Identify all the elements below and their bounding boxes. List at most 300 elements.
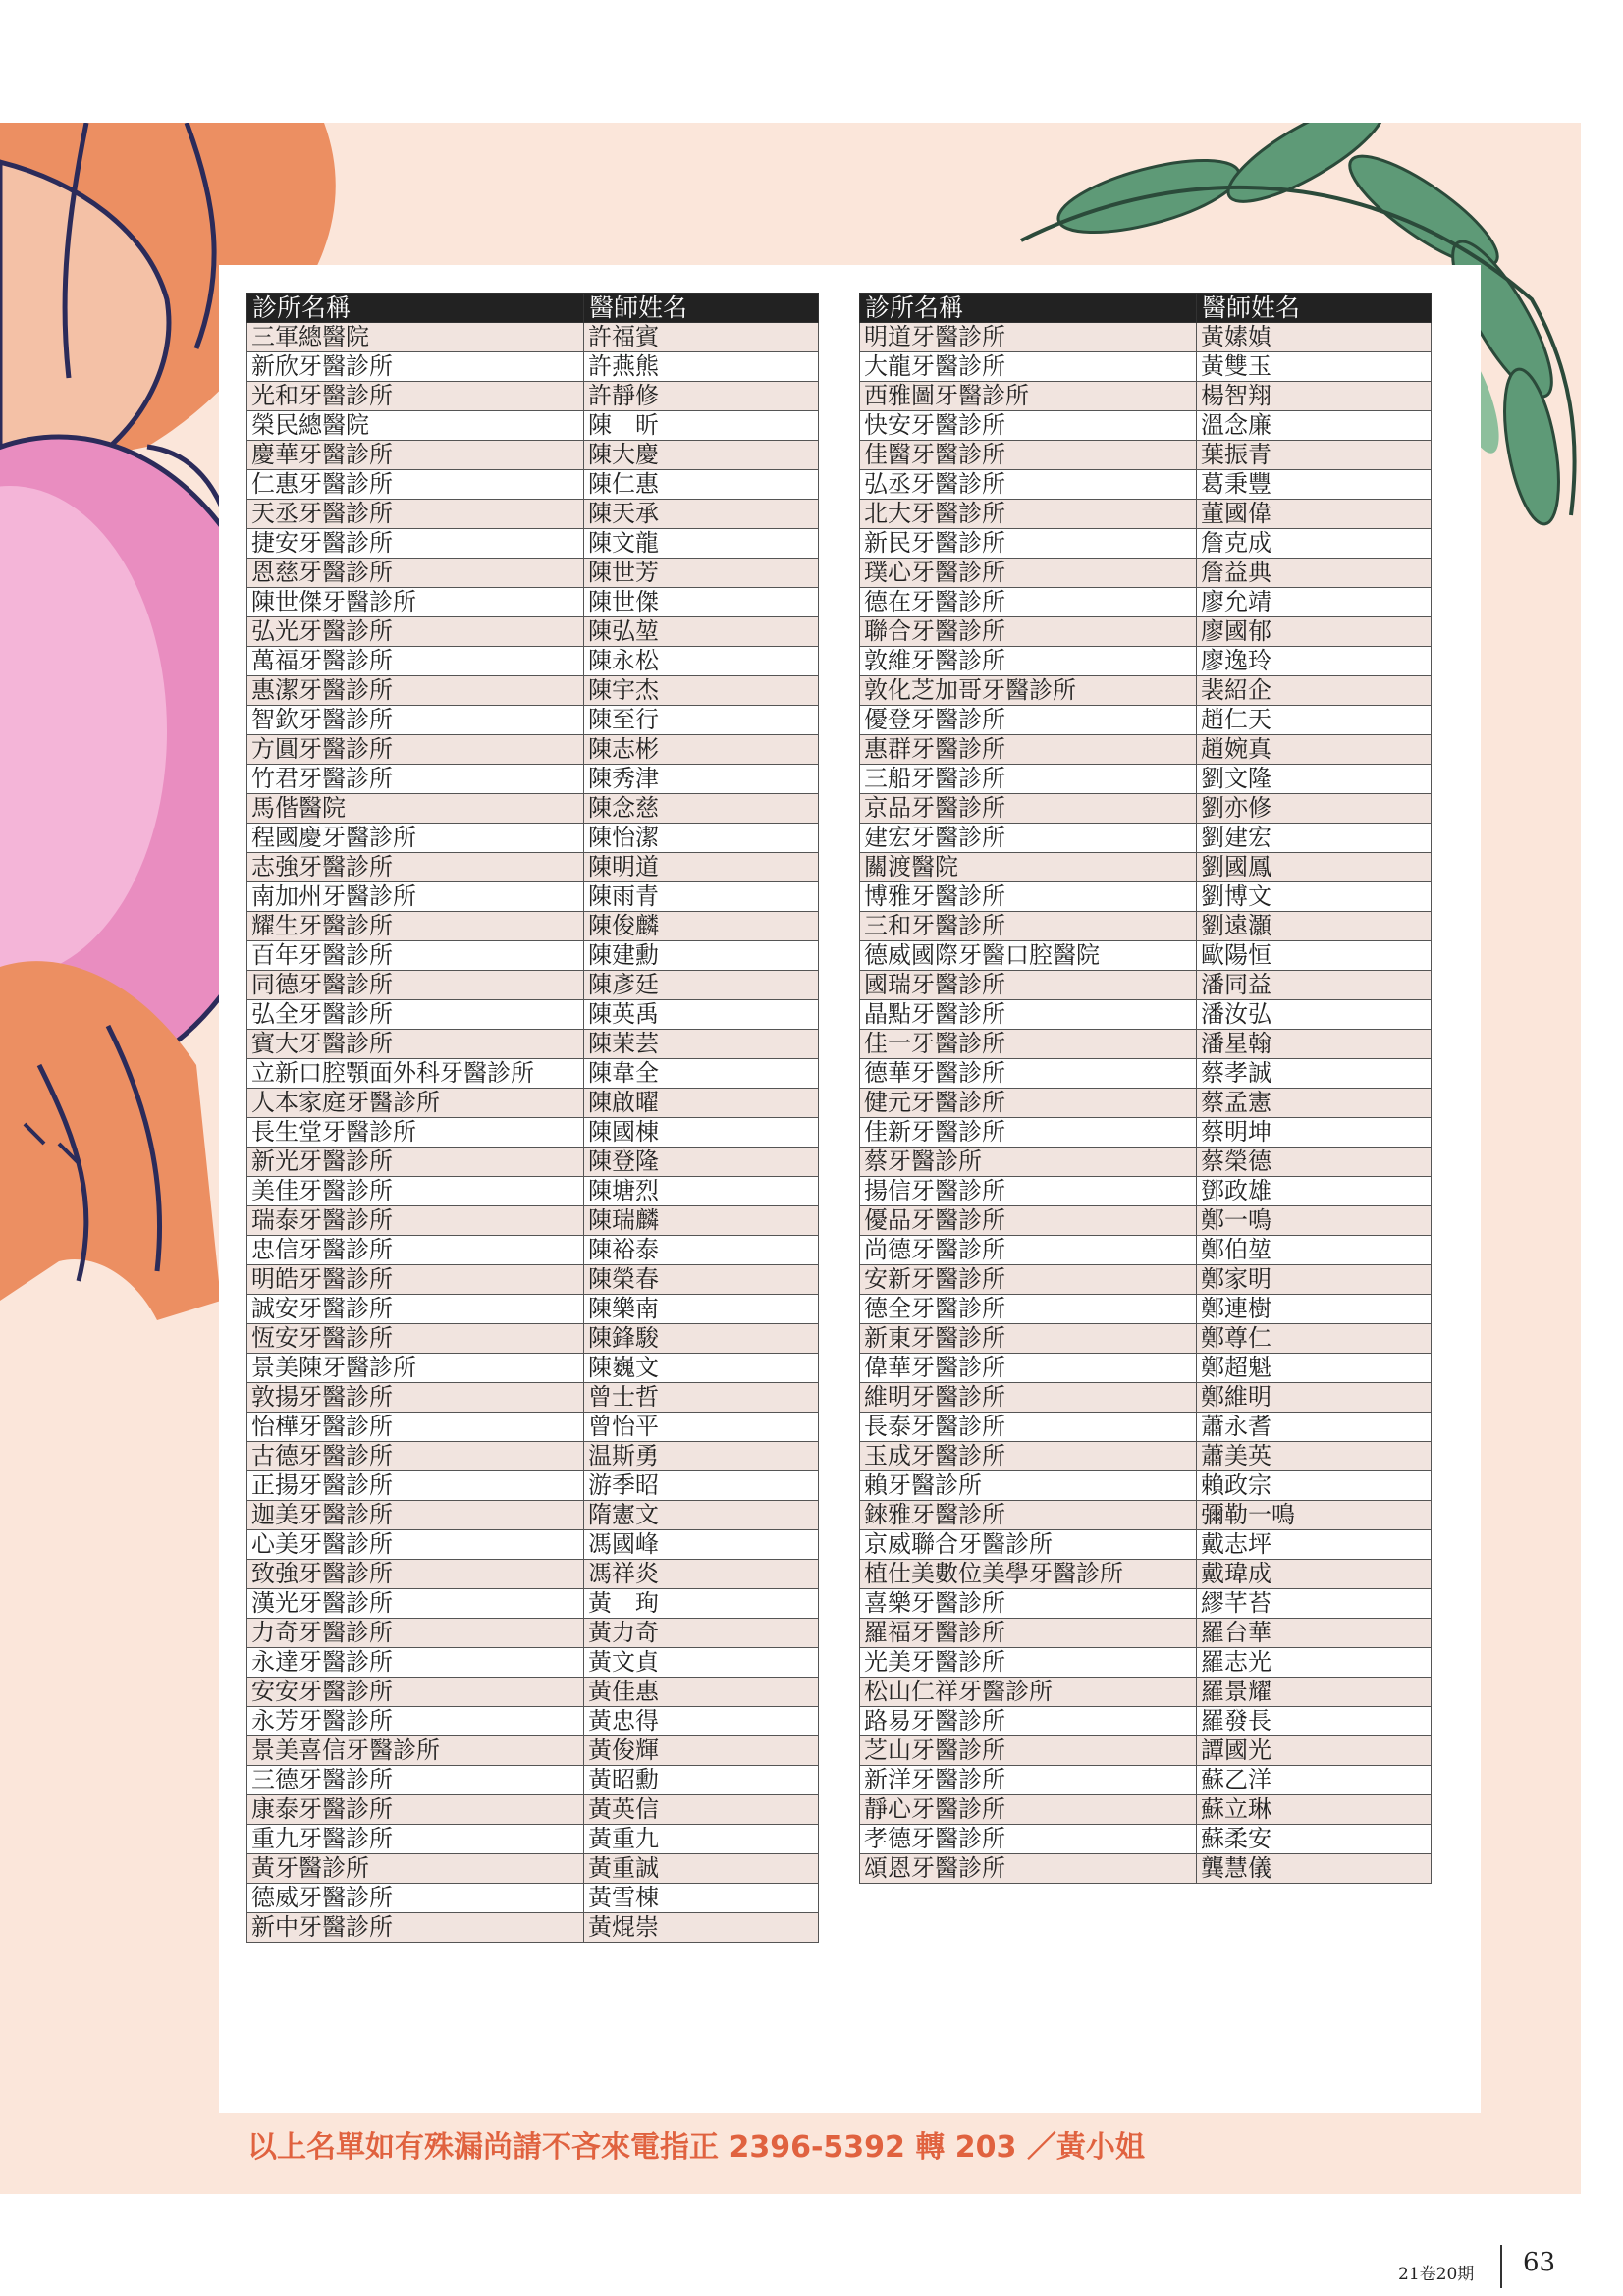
clinic-name-cell: 松山仁祥牙醫診所 <box>860 1678 1197 1707</box>
table-row <box>247 941 819 971</box>
table-row <box>860 765 1432 794</box>
table-body <box>247 323 819 1943</box>
table-row <box>860 676 1432 706</box>
clinic-name-cell: 長生堂牙醫診所 <box>247 1118 584 1148</box>
table-row <box>860 1354 1432 1383</box>
doctor-name-cell: 黃重誠 <box>584 1854 819 1884</box>
table-row <box>247 559 819 588</box>
clinic-name-cell: 西雅圖牙醫診所 <box>860 382 1197 411</box>
table-row <box>860 411 1432 441</box>
doctor-name-cell: 楊智翔 <box>1197 382 1432 411</box>
table-row <box>860 1530 1432 1560</box>
clinic-name-cell: 景美陳牙醫診所 <box>247 1354 584 1383</box>
doctor-name-cell: 陳 昕 <box>584 411 819 441</box>
table-row <box>247 1589 819 1619</box>
clinic-name-cell: 迦美牙醫診所 <box>247 1501 584 1530</box>
table-row <box>247 882 819 912</box>
clinic-name-cell: 新光牙醫診所 <box>247 1148 584 1177</box>
clinic-name-cell: 德華牙醫診所 <box>860 1059 1197 1089</box>
clinic-name-cell: 德全牙醫診所 <box>860 1295 1197 1324</box>
clinic-name-cell: 怡樺牙醫診所 <box>247 1413 584 1442</box>
doctor-name-cell: 黃英信 <box>584 1795 819 1825</box>
doctor-name-cell: 詹克成 <box>1197 529 1432 559</box>
doctor-name-cell: 黃雪棟 <box>584 1884 819 1913</box>
doctor-name-cell: 黃忠得 <box>584 1707 819 1736</box>
doctor-name-cell: 陳秀津 <box>584 765 819 794</box>
doctor-name-cell: 陳大慶 <box>584 441 819 470</box>
clinic-name-cell: 維明牙醫診所 <box>860 1383 1197 1413</box>
doctor-name-cell: 葛秉豐 <box>1197 470 1432 500</box>
doctor-name-cell: 蕭美英 <box>1197 1442 1432 1471</box>
doctor-name-cell: 劉國鳳 <box>1197 853 1432 882</box>
clinic-name-cell: 光和牙醫診所 <box>247 382 584 411</box>
clinic-name-cell: 弘光牙醫診所 <box>247 617 584 647</box>
doctor-name-cell: 陳宇杰 <box>584 676 819 706</box>
clinic-name-cell: 植仕美數位美學牙醫診所 <box>860 1560 1197 1589</box>
table-row <box>247 706 819 735</box>
clinic-name-cell: 天丞牙醫診所 <box>247 500 584 529</box>
doctor-name-cell: 陳榮春 <box>584 1265 819 1295</box>
table-row <box>860 1589 1432 1619</box>
clinic-name-cell: 優登牙醫診所 <box>860 706 1197 735</box>
clinic-name-cell: 建宏牙醫診所 <box>860 824 1197 853</box>
table-row <box>247 1560 819 1589</box>
clinic-name-cell: 方圓牙醫診所 <box>247 735 584 765</box>
doctor-name-cell: 董國偉 <box>1197 500 1432 529</box>
table-row <box>860 500 1432 529</box>
clinic-name-cell: 黃牙醫診所 <box>247 1854 584 1884</box>
doctor-name-cell: 廖逸玲 <box>1197 647 1432 676</box>
table-row <box>860 706 1432 735</box>
clinic-name-cell: 路易牙醫診所 <box>860 1707 1197 1736</box>
table-header-row <box>247 294 819 323</box>
table-row <box>860 1501 1432 1530</box>
doctor-name-cell: 趙婉真 <box>1197 735 1432 765</box>
clinic-name-cell: 光美牙醫診所 <box>860 1648 1197 1678</box>
table-row <box>247 588 819 617</box>
doctor-name-cell: 黃俊輝 <box>584 1736 819 1766</box>
doctor-name-cell: 陳啟曜 <box>584 1089 819 1118</box>
doctor-name-cell: 譚國光 <box>1197 1736 1432 1766</box>
clinic-name-cell: 惠群牙醫診所 <box>860 735 1197 765</box>
table-row <box>860 1206 1432 1236</box>
clinic-name-cell: 玉成牙醫診所 <box>860 1442 1197 1471</box>
table-row <box>247 470 819 500</box>
table-row <box>860 1678 1432 1707</box>
clinic-name-cell: 揚信牙醫診所 <box>860 1177 1197 1206</box>
doctor-name-cell: 潘星翰 <box>1197 1030 1432 1059</box>
table-row <box>860 1236 1432 1265</box>
clinic-table-left <box>246 293 819 1943</box>
table-row <box>247 1530 819 1560</box>
doctor-name-cell: 蘇柔安 <box>1197 1825 1432 1854</box>
table-row <box>860 1619 1432 1648</box>
clinic-name-cell: 北大牙醫診所 <box>860 500 1197 529</box>
doctor-name-cell: 陳俊麟 <box>584 912 819 941</box>
table-header-row <box>860 294 1432 323</box>
clinic-name-cell: 賴牙醫診所 <box>860 1471 1197 1501</box>
doctor-name-cell: 陳至行 <box>584 706 819 735</box>
clinic-name-cell: 恆安牙醫診所 <box>247 1324 584 1354</box>
clinic-name-cell: 竹君牙醫診所 <box>247 765 584 794</box>
clinic-name-cell: 捷安牙醫診所 <box>247 529 584 559</box>
table-row <box>860 382 1432 411</box>
doctor-name-cell: 陳登隆 <box>584 1148 819 1177</box>
table-row <box>247 500 819 529</box>
table-row <box>247 1648 819 1678</box>
table-row <box>860 470 1432 500</box>
table-row <box>860 1089 1432 1118</box>
doctor-name-cell: 蔡孟憲 <box>1197 1089 1432 1118</box>
clinic-name-cell: 京品牙醫診所 <box>860 794 1197 824</box>
clinic-name-cell: 馬偕醫院 <box>247 794 584 824</box>
clinic-name-cell: 敦維牙醫診所 <box>860 647 1197 676</box>
table-row <box>860 853 1432 882</box>
doctor-name-cell: 劉遠灝 <box>1197 912 1432 941</box>
doctor-name-cell: 陳韋全 <box>584 1059 819 1089</box>
table-row <box>860 1442 1432 1471</box>
doctor-name-cell: 許靜修 <box>584 382 819 411</box>
table-row <box>247 617 819 647</box>
clinic-name-cell: 偉華牙醫診所 <box>860 1354 1197 1383</box>
doctor-name-cell: 劉建宏 <box>1197 824 1432 853</box>
table-row <box>247 1884 819 1913</box>
clinic-name-cell: 國瑞牙醫診所 <box>860 971 1197 1000</box>
table-row <box>247 1030 819 1059</box>
clinic-name-cell: 仁惠牙醫診所 <box>247 470 584 500</box>
header-doctor-name: 醫師姓名 <box>1197 294 1432 323</box>
doctor-name-cell: 陳塘烈 <box>584 1177 819 1206</box>
doctor-name-cell: 陳仁惠 <box>584 470 819 500</box>
table-row <box>247 765 819 794</box>
doctor-name-cell: 陳志彬 <box>584 735 819 765</box>
clinic-name-cell: 佳新牙醫診所 <box>860 1118 1197 1148</box>
table-row <box>860 882 1432 912</box>
table-row <box>247 1295 819 1324</box>
doctor-name-cell: 廖國郁 <box>1197 617 1432 647</box>
table-row <box>860 1825 1432 1854</box>
table-row <box>247 912 819 941</box>
table-row <box>247 1059 819 1089</box>
doctor-name-cell: 陳世芳 <box>584 559 819 588</box>
table-row <box>860 323 1432 352</box>
table-row <box>247 1678 819 1707</box>
clinic-name-cell: 忠信牙醫診所 <box>247 1236 584 1265</box>
doctor-name-cell: 曾士哲 <box>584 1383 819 1413</box>
clinic-name-cell: 新東牙醫診所 <box>860 1324 1197 1354</box>
table-row <box>860 824 1432 853</box>
doctor-name-cell: 黃重九 <box>584 1825 819 1854</box>
doctor-name-cell: 鄭超魁 <box>1197 1354 1432 1383</box>
doctor-name-cell: 廖允靖 <box>1197 588 1432 617</box>
clinic-name-cell: 佳一牙醫診所 <box>860 1030 1197 1059</box>
clinic-name-cell: 南加州牙醫診所 <box>247 882 584 912</box>
table-row <box>860 1560 1432 1589</box>
table-row <box>247 382 819 411</box>
doctor-name-cell: 詹益典 <box>1197 559 1432 588</box>
table-row <box>247 1413 819 1442</box>
table-row <box>247 1148 819 1177</box>
doctor-name-cell: 陳天承 <box>584 500 819 529</box>
doctor-name-cell: 黃雙玉 <box>1197 352 1432 382</box>
table-row <box>247 1177 819 1206</box>
doctor-name-cell: 彌勒一鳴 <box>1197 1501 1432 1530</box>
table-row <box>247 529 819 559</box>
doctor-name-cell: 潘同益 <box>1197 971 1432 1000</box>
table-row <box>860 1383 1432 1413</box>
table-row <box>247 971 819 1000</box>
table-row <box>247 794 819 824</box>
doctor-name-cell: 温斯勇 <box>584 1442 819 1471</box>
clinic-name-cell: 喜樂牙醫診所 <box>860 1589 1197 1619</box>
doctor-name-cell: 鄭連樹 <box>1197 1295 1432 1324</box>
clinic-name-cell: 弘丞牙醫診所 <box>860 470 1197 500</box>
clinic-name-cell: 百年牙醫診所 <box>247 941 584 971</box>
page-number: 63 <box>1523 2248 1556 2277</box>
table-row <box>247 323 819 352</box>
table-row <box>247 1795 819 1825</box>
clinic-name-cell: 健元牙醫診所 <box>860 1089 1197 1118</box>
clinic-name-cell: 晶點牙醫診所 <box>860 1000 1197 1030</box>
table-row <box>247 735 819 765</box>
table-row <box>247 1236 819 1265</box>
clinic-name-cell: 三和牙醫診所 <box>860 912 1197 941</box>
table-row <box>247 1619 819 1648</box>
table-row <box>860 1795 1432 1825</box>
clinic-name-cell: 永芳牙醫診所 <box>247 1707 584 1736</box>
table-row <box>247 1324 819 1354</box>
table-row <box>860 647 1432 676</box>
doctor-name-cell: 陳弘堃 <box>584 617 819 647</box>
header-clinic-name: 診所名稱 <box>860 294 1197 323</box>
doctor-name-cell: 馮國峰 <box>584 1530 819 1560</box>
doctor-name-cell: 隋憲文 <box>584 1501 819 1530</box>
table-row <box>860 588 1432 617</box>
clinic-name-cell: 陳世傑牙醫診所 <box>247 588 584 617</box>
clinic-name-cell: 漢光牙醫診所 <box>247 1589 584 1619</box>
table-body <box>860 323 1432 1884</box>
table-row <box>860 1736 1432 1766</box>
clinic-name-cell: 人本家庭牙醫診所 <box>247 1089 584 1118</box>
clinic-name-cell: 重九牙醫診所 <box>247 1825 584 1854</box>
clinic-name-cell: 三船牙醫診所 <box>860 765 1197 794</box>
clinic-name-cell: 頌恩牙醫診所 <box>860 1854 1197 1884</box>
doctor-name-cell: 曾怡平 <box>584 1413 819 1442</box>
clinic-name-cell: 新欣牙醫診所 <box>247 352 584 382</box>
doctor-name-cell: 蔡榮德 <box>1197 1148 1432 1177</box>
clinic-name-cell: 誠安牙醫診所 <box>247 1295 584 1324</box>
clinic-name-cell: 新民牙醫診所 <box>860 529 1197 559</box>
clinic-name-cell: 敦化芝加哥牙醫診所 <box>860 676 1197 706</box>
doctor-name-cell: 戴志坪 <box>1197 1530 1432 1560</box>
doctor-name-cell: 羅台華 <box>1197 1619 1432 1648</box>
table-row <box>247 1000 819 1030</box>
clinic-name-cell: 京威聯合牙醫診所 <box>860 1530 1197 1560</box>
clinic-name-cell: 力奇牙醫診所 <box>247 1619 584 1648</box>
clinic-name-cell: 永達牙醫診所 <box>247 1648 584 1678</box>
doctor-name-cell: 劉博文 <box>1197 882 1432 912</box>
clinic-name-cell: 景美喜信牙醫診所 <box>247 1736 584 1766</box>
doctor-name-cell: 陳怡潔 <box>584 824 819 853</box>
table-row <box>860 1295 1432 1324</box>
doctor-name-cell: 羅發長 <box>1197 1707 1432 1736</box>
table-row <box>860 1648 1432 1678</box>
table-row <box>860 794 1432 824</box>
table-row <box>247 853 819 882</box>
doctor-name-cell: 蘇立琳 <box>1197 1795 1432 1825</box>
table-row <box>247 1501 819 1530</box>
clinic-name-cell: 三德牙醫診所 <box>247 1766 584 1795</box>
doctor-name-cell: 龔慧儀 <box>1197 1854 1432 1884</box>
doctor-name-cell: 陳樂南 <box>584 1295 819 1324</box>
clinic-name-cell: 志強牙醫診所 <box>247 853 584 882</box>
clinic-table-right <box>859 293 1432 1884</box>
clinic-name-cell: 瑞泰牙醫診所 <box>247 1206 584 1236</box>
clinic-name-cell: 優品牙醫診所 <box>860 1206 1197 1236</box>
doctor-name-cell: 蔡孝誠 <box>1197 1059 1432 1089</box>
doctor-name-cell: 葉振青 <box>1197 441 1432 470</box>
table-row <box>860 1000 1432 1030</box>
clinic-name-cell: 敦揚牙醫診所 <box>247 1383 584 1413</box>
doctor-name-cell: 陳國棟 <box>584 1118 819 1148</box>
table-row <box>860 352 1432 382</box>
clinic-name-cell: 三軍總醫院 <box>247 323 584 352</box>
doctor-name-cell: 鄧政雄 <box>1197 1177 1432 1206</box>
table-row <box>247 1736 819 1766</box>
doctor-name-cell: 陳文龍 <box>584 529 819 559</box>
clinic-name-cell: 賓大牙醫診所 <box>247 1030 584 1059</box>
table-row <box>860 1265 1432 1295</box>
table-row <box>860 1059 1432 1089</box>
table-row <box>247 352 819 382</box>
clinic-name-cell: 德威國際牙醫口腔醫院 <box>860 941 1197 971</box>
clinic-name-cell: 耀生牙醫診所 <box>247 912 584 941</box>
clinic-name-cell: 大龍牙醫診所 <box>860 352 1197 382</box>
doctor-name-cell: 陳永松 <box>584 647 819 676</box>
table-row <box>860 1471 1432 1501</box>
doctor-name-cell: 羅志光 <box>1197 1648 1432 1678</box>
clinic-name-cell: 正揚牙醫診所 <box>247 1471 584 1501</box>
doctor-name-cell: 裴紹企 <box>1197 676 1432 706</box>
table-row <box>247 1471 819 1501</box>
table-row <box>860 941 1432 971</box>
clinic-name-cell: 蔡牙醫診所 <box>860 1148 1197 1177</box>
doctor-name-cell: 陳瑞麟 <box>584 1206 819 1236</box>
doctor-name-cell: 游季昭 <box>584 1471 819 1501</box>
clinic-name-cell: 美佳牙醫診所 <box>247 1177 584 1206</box>
clinic-name-cell: 德在牙醫診所 <box>860 588 1197 617</box>
clinic-name-cell: 孝德牙醫診所 <box>860 1825 1197 1854</box>
table-row <box>860 1118 1432 1148</box>
table-row <box>247 1766 819 1795</box>
correction-notice: 以上名單如有殊漏尚請不吝來電指正 2396-5392 轉 203 ／黃小姐 <box>247 2130 1145 2164</box>
table-row <box>247 1913 819 1943</box>
clinic-name-cell: 同德牙醫診所 <box>247 971 584 1000</box>
clinic-name-cell: 致強牙醫診所 <box>247 1560 584 1589</box>
doctor-name-cell: 趙仁天 <box>1197 706 1432 735</box>
doctor-name-cell: 鄭尊仁 <box>1197 1324 1432 1354</box>
table-row <box>247 1265 819 1295</box>
table-row <box>860 1324 1432 1354</box>
table-row <box>860 441 1432 470</box>
clinic-name-cell: 弘全牙醫診所 <box>247 1000 584 1030</box>
doctor-name-cell: 蔡明坤 <box>1197 1118 1432 1148</box>
clinic-name-cell: 靜心牙醫診所 <box>860 1795 1197 1825</box>
table-row <box>860 1707 1432 1736</box>
clinic-name-cell: 德威牙醫診所 <box>247 1884 584 1913</box>
table-row <box>860 735 1432 765</box>
doctor-name-cell: 陳鋒駿 <box>584 1324 819 1354</box>
table-row <box>247 1118 819 1148</box>
clinic-name-cell: 芝山牙醫診所 <box>860 1736 1197 1766</box>
page-divider <box>1500 2245 1502 2288</box>
table-row <box>247 1206 819 1236</box>
table-row <box>247 441 819 470</box>
clinic-name-cell: 立新口腔顎面外科牙醫診所 <box>247 1059 584 1089</box>
clinic-name-cell: 新洋牙醫診所 <box>860 1766 1197 1795</box>
doctor-name-cell: 劉文隆 <box>1197 765 1432 794</box>
clinic-name-cell: 聯合牙醫診所 <box>860 617 1197 647</box>
clinic-name-cell: 明道牙醫診所 <box>860 323 1197 352</box>
table-row <box>860 1030 1432 1059</box>
doctor-name-cell: 鄭一鳴 <box>1197 1206 1432 1236</box>
table-row <box>247 1354 819 1383</box>
table-row <box>247 1854 819 1884</box>
doctor-name-cell: 劉亦修 <box>1197 794 1432 824</box>
doctor-name-cell: 賴政宗 <box>1197 1471 1432 1501</box>
doctor-name-cell: 黃焜崇 <box>584 1913 819 1943</box>
clinic-name-cell: 程國慶牙醫診所 <box>247 824 584 853</box>
clinic-name-cell: 新中牙醫診所 <box>247 1913 584 1943</box>
table-row <box>860 912 1432 941</box>
doctor-name-cell: 潘汝弘 <box>1197 1000 1432 1030</box>
clinic-name-cell: 安新牙醫診所 <box>860 1265 1197 1295</box>
header-doctor-name: 醫師姓名 <box>584 294 819 323</box>
doctor-name-cell: 許福賓 <box>584 323 819 352</box>
doctor-name-cell: 陳世傑 <box>584 588 819 617</box>
doctor-name-cell: 鄭維明 <box>1197 1383 1432 1413</box>
doctor-name-cell: 鄭伯堃 <box>1197 1236 1432 1265</box>
clinic-name-cell: 佳醫牙醫診所 <box>860 441 1197 470</box>
doctor-name-cell: 蕭永耆 <box>1197 1413 1432 1442</box>
doctor-name-cell: 黃文貞 <box>584 1648 819 1678</box>
header-clinic-name: 診所名稱 <box>247 294 584 323</box>
doctor-name-cell: 溫念廉 <box>1197 411 1432 441</box>
doctor-name-cell: 羅景耀 <box>1197 1678 1432 1707</box>
table-row <box>860 1413 1432 1442</box>
clinic-name-cell: 康泰牙醫診所 <box>247 1795 584 1825</box>
doctor-name-cell: 黃昭勳 <box>584 1766 819 1795</box>
doctor-name-cell: 陳雨青 <box>584 882 819 912</box>
clinic-name-cell: 慶華牙醫診所 <box>247 441 584 470</box>
clinic-name-cell: 心美牙醫診所 <box>247 1530 584 1560</box>
doctor-name-cell: 陳明道 <box>584 853 819 882</box>
clinic-name-cell: 博雅牙醫診所 <box>860 882 1197 912</box>
issue-label: 21卷20期 <box>1398 2265 1475 2284</box>
table-row <box>247 824 819 853</box>
table-row <box>247 1442 819 1471</box>
doctor-name-cell: 鄭家明 <box>1197 1265 1432 1295</box>
clinic-name-cell: 錸雅牙醫診所 <box>860 1501 1197 1530</box>
table-row <box>860 617 1432 647</box>
table-row <box>247 1825 819 1854</box>
doctor-name-cell: 陳建勳 <box>584 941 819 971</box>
doctor-name-cell: 蘇乙洋 <box>1197 1766 1432 1795</box>
clinic-name-cell: 萬福牙醫診所 <box>247 647 584 676</box>
doctor-name-cell: 陳裕泰 <box>584 1236 819 1265</box>
doctor-name-cell: 陳英禹 <box>584 1000 819 1030</box>
doctor-name-cell: 歐陽恒 <box>1197 941 1432 971</box>
